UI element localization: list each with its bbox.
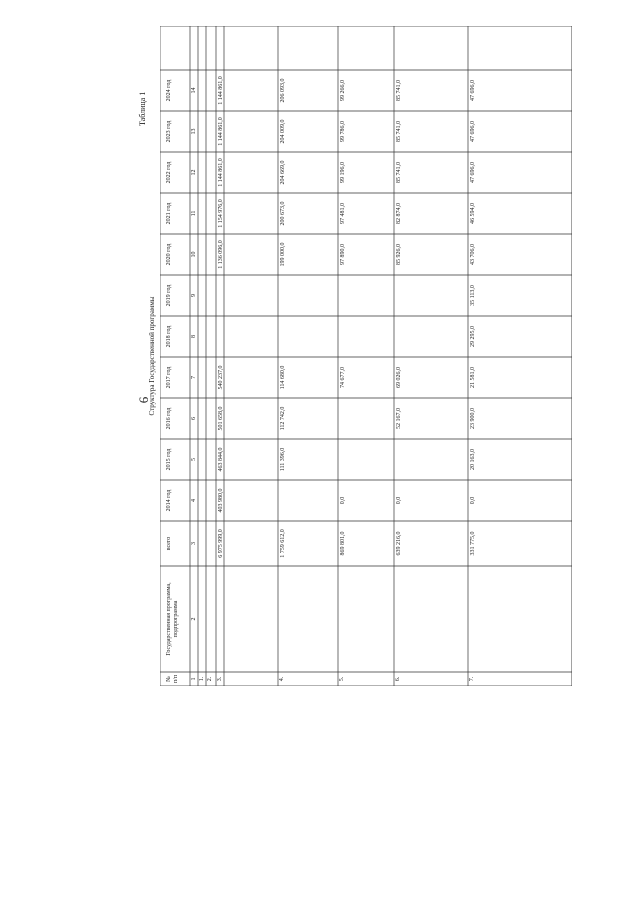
value-cell: 52 167,0 <box>396 408 402 429</box>
row-number: 6. <box>395 676 401 682</box>
value-cell <box>208 522 216 565</box>
value-cell: 206 093,0 <box>280 78 286 103</box>
column-header: 2021 год <box>166 202 172 225</box>
value-cell: 463 844,0 <box>218 447 224 472</box>
row-number: 7. <box>469 676 475 682</box>
value-cell <box>208 276 216 315</box>
row-number: 5. <box>339 676 345 682</box>
value-cell: 85 741,0 <box>396 80 402 101</box>
column-header: № п/п <box>166 674 179 684</box>
value-cell: 85 741,0 <box>396 162 402 183</box>
value-cell: 99 786,0 <box>340 121 346 142</box>
column-number: 1 <box>191 677 197 681</box>
value-cell <box>200 235 208 274</box>
value-cell: 97 481,0 <box>340 203 346 224</box>
value-cell: 111 396,0 <box>280 447 286 472</box>
value-cell <box>340 399 348 438</box>
column-header: Государственная программа, подпрограмма <box>166 582 179 656</box>
value-cell <box>340 317 348 356</box>
value-cell <box>208 194 216 233</box>
value-cell <box>200 440 208 479</box>
value-cell: 47 696,0 <box>470 121 476 142</box>
value-cell: 47 696,0 <box>470 162 476 183</box>
value-cell: 639 216,0 <box>396 531 402 556</box>
value-cell <box>200 194 208 233</box>
value-cell <box>396 440 404 479</box>
value-cell: 1 759 612,0 <box>280 529 286 558</box>
value-cell <box>200 276 208 315</box>
column-header: 2018 год <box>166 325 172 348</box>
value-cell: 85 741,0 <box>396 121 402 142</box>
value-cell <box>200 522 208 565</box>
value-cell <box>200 153 208 192</box>
value-cell: 97 890,0 <box>340 244 346 265</box>
column-number: 6 <box>191 417 197 420</box>
value-cell: 331 775,0 <box>470 531 476 556</box>
value-cell: 20 163,0 <box>470 449 476 470</box>
value-cell: 74 677,0 <box>340 367 346 388</box>
row-number: 3. <box>217 676 223 682</box>
value-cell <box>200 399 208 438</box>
column-number: 8 <box>191 335 197 338</box>
column-header: 2020 год <box>166 243 172 266</box>
value-cell: 35 113,0 <box>470 285 476 306</box>
column-number: 5 <box>191 458 197 461</box>
value-cell: 82 874,0 <box>396 203 402 224</box>
value-cell <box>208 481 216 520</box>
value-cell: 501 658,0 <box>218 406 224 431</box>
value-cell: 21 581,0 <box>470 367 476 388</box>
column-header: всего <box>166 536 172 551</box>
column-number: 7 <box>191 376 197 379</box>
row-number: 2. <box>207 676 213 682</box>
value-cell: 540 237,0 <box>218 365 224 390</box>
value-cell <box>218 276 226 315</box>
value-cell <box>208 235 216 274</box>
row-label <box>339 568 393 670</box>
column-number: 10 <box>191 251 197 258</box>
value-cell: 29 295,0 <box>470 326 476 347</box>
value-cell: 46 594,0 <box>470 203 476 224</box>
value-cell <box>200 71 208 110</box>
column-number: 3 <box>191 542 197 545</box>
row-label <box>395 568 467 670</box>
value-cell <box>208 440 216 479</box>
column-number: 2 <box>191 617 197 621</box>
value-cell: 6 975 999,0 <box>218 529 224 558</box>
value-cell <box>208 112 216 151</box>
table-caption: Таблица 1 <box>138 91 147 126</box>
value-cell: 199 000,0 <box>280 242 286 267</box>
column-number: 12 <box>191 169 197 176</box>
column-number: 13 <box>191 128 197 135</box>
rotated-table-area <box>136 16 584 696</box>
value-cell: 114 680,0 <box>280 365 286 390</box>
value-cell: 200 673,0 <box>280 201 286 226</box>
value-cell <box>280 317 288 356</box>
value-cell <box>218 317 226 356</box>
value-cell: 47 696,0 <box>470 80 476 101</box>
value-cell: 99 266,0 <box>340 80 346 101</box>
value-cell: 69 026,0 <box>396 367 402 388</box>
value-cell <box>200 481 208 520</box>
row-label <box>217 568 277 670</box>
column-header: 2023 год <box>166 120 172 143</box>
value-cell: 1 144 861,0 <box>218 76 224 105</box>
value-cell: 1 144 861,0 <box>218 158 224 187</box>
value-cell: 1 144 861,0 <box>218 117 224 146</box>
value-cell: 204 669,0 <box>280 160 286 185</box>
column-number: 14 <box>191 87 197 94</box>
value-cell <box>396 276 404 315</box>
value-cell <box>208 153 216 192</box>
table-subtitle: Структура Государственной программы <box>148 296 156 416</box>
value-cell: 85 926,0 <box>396 244 402 265</box>
value-cell <box>340 276 348 315</box>
row-number: 1. <box>199 676 205 682</box>
value-cell <box>280 481 288 520</box>
column-header: 2016 год <box>166 407 172 430</box>
column-header: 2022 год <box>166 161 172 184</box>
value-cell <box>340 440 348 479</box>
value-cell: 204 009,0 <box>280 119 286 144</box>
value-cell: 1 154 976,0 <box>218 199 224 228</box>
column-header: 2024 год <box>166 79 172 102</box>
row-number: 4. <box>279 676 285 682</box>
value-cell <box>396 317 404 356</box>
value-cell: 0,0 <box>396 496 402 505</box>
column-number: 4 <box>191 499 197 502</box>
value-cell: 43 706,0 <box>470 244 476 265</box>
value-cell <box>280 276 288 315</box>
value-cell: 99 196,0 <box>340 162 346 183</box>
value-cell <box>208 358 216 397</box>
column-header: 2015 год <box>166 448 172 471</box>
value-cell <box>208 399 216 438</box>
column-number: 9 <box>191 294 197 297</box>
value-cell: 403 980,0 <box>218 488 224 513</box>
column-number: 11 <box>191 210 197 217</box>
column-header: 2019 год <box>166 284 172 307</box>
table-sheet <box>136 16 584 696</box>
value-cell: 23 900,0 <box>470 408 476 429</box>
value-cell <box>200 317 208 356</box>
row-label <box>469 568 571 670</box>
value-cell <box>200 358 208 397</box>
value-cell <box>208 317 216 356</box>
row-label <box>207 568 215 670</box>
value-cell <box>208 71 216 110</box>
row-label <box>279 568 337 670</box>
page-number: 6 <box>136 396 151 404</box>
value-cell: 112 742,0 <box>280 406 286 431</box>
value-cell: 0,0 <box>470 496 476 505</box>
column-header: 2014 год <box>166 489 172 512</box>
column-header: 2017 год <box>166 366 172 389</box>
row-label <box>199 568 205 670</box>
program-structure-table <box>160 26 572 686</box>
value-cell <box>200 112 208 151</box>
value-cell: 869 801,0 <box>340 531 346 556</box>
value-cell: 0,0 <box>340 496 346 505</box>
value-cell: 1 136 096,0 <box>218 240 224 269</box>
